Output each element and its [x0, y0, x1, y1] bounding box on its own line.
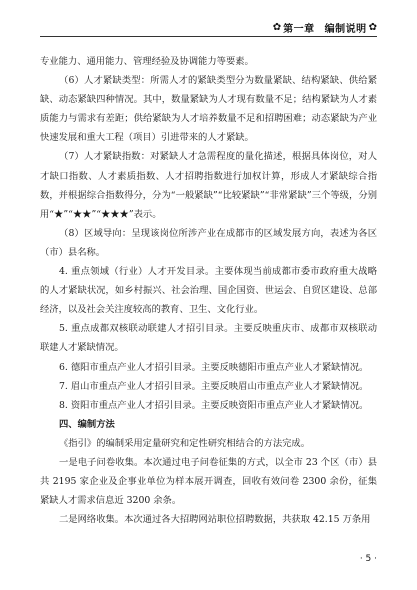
header-bar — [0, 0, 417, 22]
header-rule — [40, 36, 377, 37]
paragraph: 二是网络收集。本次通过各大招聘网站职位招聘数据，共获取 42.15 万条用 — [59, 514, 371, 526]
section-heading: 四、编制方法 — [59, 418, 115, 430]
page-body — [40, 52, 377, 529]
gear-icon: ✿ — [368, 22, 377, 33]
paragraph: 4. 重点领域（行业）人才开发目录。主要体现当前成都市委市政府重大战略的人才紧缺状况，如乡村振兴、社会治理、国企国资、世运会、自贸区建设、总部经济，以及社会关注度较高的教育、卫生、文化行业。 — [40, 266, 377, 316]
paragraph: 专业能力、通用能力、管理经验及协调能力等要素。 — [40, 56, 254, 67]
paragraph: 6. 德阳市重点产业人才招引目录。主要反映德阳市重点产业人才紧缺情况。 — [59, 361, 369, 373]
paragraph: （8）区域导向：呈现该岗位所涉产业在成都市的区域发展方向，表述为各区（市）县名称。 — [40, 227, 377, 258]
page-header — [0, 0, 417, 44]
page-number: · 5 · — [359, 554, 377, 564]
paragraph: 一是电子问卷收集。本次通过电子问卷征集的方式，以全市 23 个区（市）县共 2195 家企业及企事业单位为样本展开调查，回收有效问卷 2300 余份，征集紧缺人才需求信息近 3200 余条。 — [40, 456, 377, 507]
paragraph: 7. 眉山市重点产业人才招引目录。主要反映眉山市重点产业人才紧缺情况。 — [59, 380, 369, 392]
header-section: 编制说明 — [324, 24, 367, 35]
header-title — [273, 20, 377, 35]
paragraph: 《指引》的编制采用定量研究和定性研究相结合的方法完成。 — [59, 437, 311, 449]
header-chapter: 第一章 — [283, 24, 315, 35]
gear-icon: ✿ — [272, 22, 282, 33]
paragraph: （7）人才紧缺指数：对紧缺人才急需程度的量化描述，根据具体岗位，对人才缺口指数、人才素质指数、人才招聘指数进行加权计算，形成人才紧缺综合指数，并根据综合指数得分，分为“一般紧缺”“比较紧缺”“非常紧缺”三个等级，分别用“★”“★★”“★★★”表示。 — [40, 151, 377, 220]
paragraph: （6）人才紧缺类型：所需人才的紧缺类型分为数量紧缺、结构紧缺、供给紧缺、动态紧缺四种情况。其中，数量紧缺为人才现有数量不足；结构紧缺为人才素质能力与需求有差距；供给紧缺为人才培养数量不足和招聘困难；动态紧缺为产业快速发展和重大工程（项目）引进带来的人才紧缺。 — [40, 75, 377, 144]
paragraph: 8. 资阳市重点产业人才招引目录。主要反映资阳市重点产业人才紧缺情况。 — [59, 399, 369, 411]
paragraph: 5. 重点成都双核联动联建人才招引目录。主要反映重庆市、成都市双核联动联建人才紧缺情况。 — [40, 323, 377, 354]
